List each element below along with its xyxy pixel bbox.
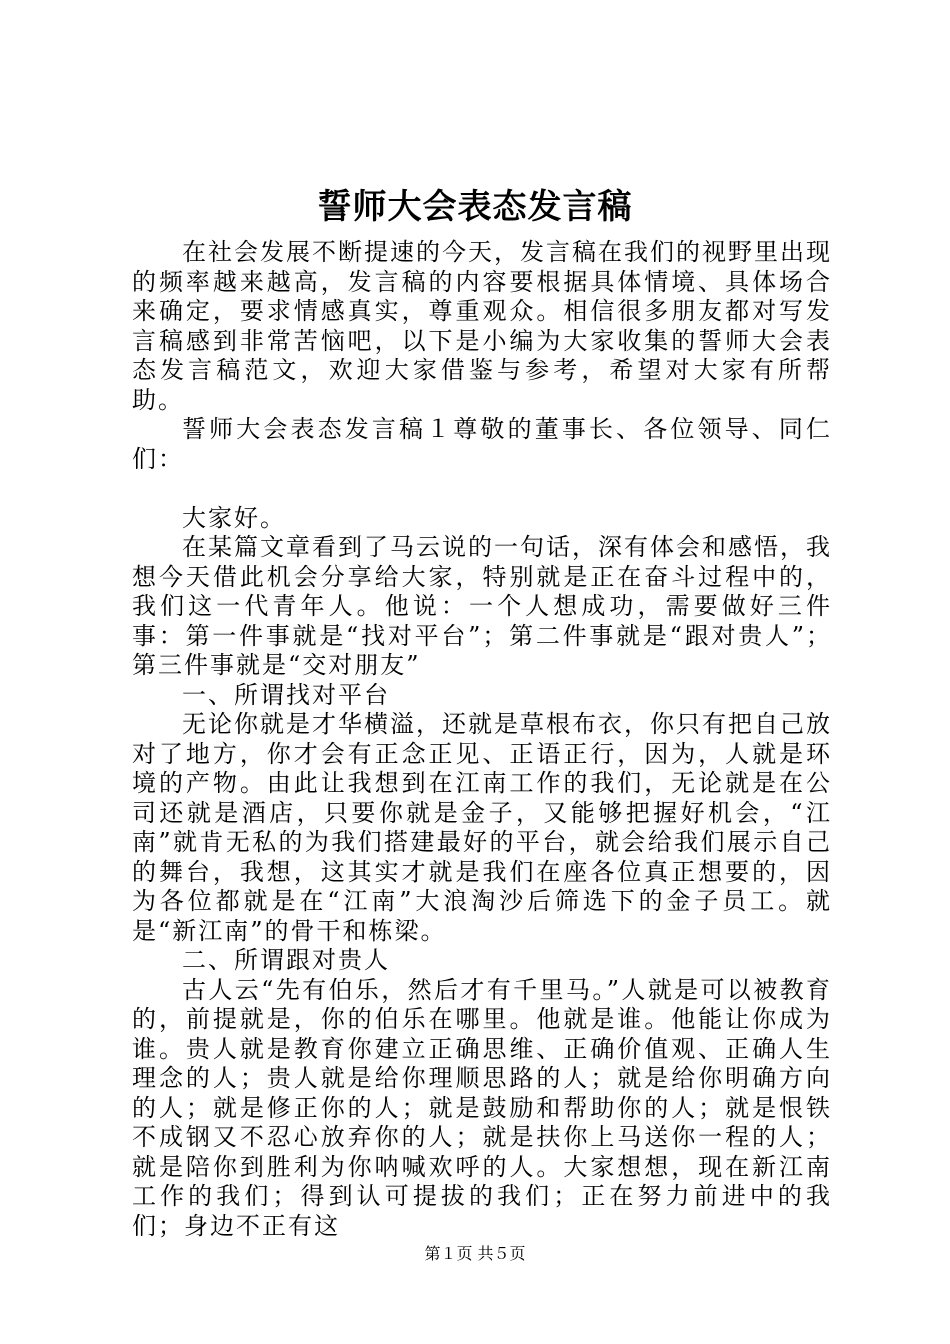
paragraph-greeting: 大家好。 [182,503,286,532]
section-heading-platform: 一、所谓找对平台 [182,680,390,709]
document-title: 誓师大会表态发言稿 [317,187,633,227]
paragraph-mayun-quote: 在某篇文章看到了马云说的一句话，深有体会和感悟，我想今天借此机会分享给大家，特别就是正在奋斗过程中的，我们这一代青年人。他说：一个人想成功，需要做好三件事：第一件事就是“找对平台”；第二件事就是“跟对贵人”；第三件事就是“交对朋友” [132,533,832,679]
paragraph-platform: 无论你就是才华横溢，还就是草根布衣，你只有把自己放对了地方，你才会有正念正见、正语正行，因为，人就是环境的产物。由此让我想到在江南工作的我们，无论就是在公司还就是酒店，只要你就是金子，又能够把握好机会，“江南”就肯无私的为我们搭建最好的平台，就会给我们展示自己的舞台，我想，这其实才就是我们在座各位真正想要的，因为各位都就是在“江南”大浪淘沙后筛选下的金子员工。就是“新江南”的骨干和栋梁。 [132,710,832,945]
paragraph-intro: 在社会发展不断提速的今天，发言稿在我们的视野里出现的频率越来越高，发言稿的内容要根据具体情境、具体场合来确定，要求情感真实，尊重观众。相信很多朋友都对写发言稿感到非常苦恼吧，以下是小编为大家收集的誓师大会表态发言稿范文，欢迎大家借鉴与参考，希望对大家有所帮助。 [132,238,832,414]
paragraph-salutation: 誓师大会表态发言稿１尊敬的董事长、各位领导、同仁们： [132,415,832,473]
page-footer: 第１页 共５页 [424,1244,526,1263]
document-body [132,238,832,1241]
paragraph-mentor: 古人云“先有伯乐，然后才有千里马。”人就是可以被教育的，前提就是，你的伯乐在哪里。他就是谁。他能让你成为谁。贵人就是教育你建立正确思维、正确价值观、正确人生理念的人；贵人就是给你理顺思路的人；就是给你明确方向的人；就是修正你的人；就是鼓励和帮助你的人；就是恨铁不成钢又不忍心放弃你的人；就是扶你上马送你一程的人；就是陪你到胜利为你呐喊欢呼的人。大家想想，现在新江南工作的我们；得到认可提拔的我们；正在努力前进中的我们；身边不正有这 [132,975,832,1240]
section-heading-mentor: 二、所谓跟对贵人 [182,946,390,974]
